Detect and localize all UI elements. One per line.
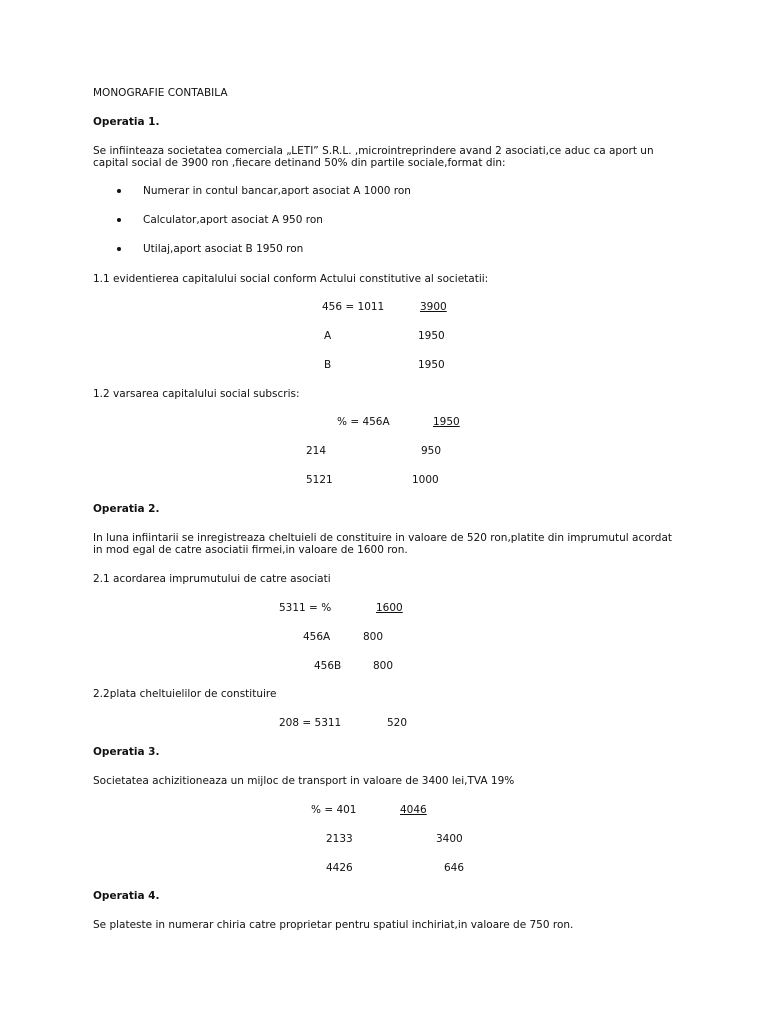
op1-paragraph-line2: capital social de 3900 ron ,fiecare detinand 50% din partile sociale,format din: [93,157,506,169]
op2-s21-title: 2.1 acordarea imprumutului de catre asociati [93,573,331,585]
op3-row-value: 3400 [436,833,463,845]
op3-row-account: 4426 [326,862,353,874]
op2-s21-row-account: 456A [303,631,331,643]
op1-s12-row-value: 950 [421,445,442,457]
op1-s11-entry: 456 = 1011 [322,301,385,313]
op1-s12-row-value: 1000 [412,474,439,486]
bullet-icon [117,218,121,222]
op3-paragraph: Societatea achizitioneaza un mijloc de transport in valoare de 3400 lei,TVA 19% [93,775,515,787]
op2-s21-row-value: 800 [373,660,394,672]
op1-s11-row-value: 1950 [418,330,445,342]
op1-bullet-1: Numerar in contul bancar,aport asociat A 1000 ron [143,185,411,197]
op1-s12-row-account: 5121 [306,474,333,486]
op1-heading: Operatia 1. [93,116,160,128]
op2-s21-entry: 5311 = % [279,602,332,614]
op3-total: 4046 [400,804,427,816]
op2-paragraph-line2: in mod egal de catre asociatii firmei,in valoare de 1600 ron. [93,544,408,556]
op4-paragraph: Se plateste in numerar chiria catre proprietar pentru spatiul inchiriat,in valoare de 750 ron. [93,919,574,931]
op3-entry: % = 401 [311,804,357,816]
op1-s12-row-account: 214 [306,445,327,457]
op3-row-value: 646 [444,862,465,874]
op2-s22-entry: 208 = 5311 [279,717,342,729]
op1-s11-title: 1.1 evidentierea capitalului social conform Actului constitutive al societatii: [93,273,489,285]
op2-s21-total: 1600 [376,602,403,614]
op2-s21-row-account: 456B [314,660,342,672]
op4-heading: Operatia 4. [93,890,160,902]
op3-row-account: 2133 [326,833,353,845]
op1-s11-total: 3900 [420,301,447,313]
bullet-icon [117,247,121,251]
op2-s21-row-value: 800 [363,631,384,643]
op2-s22-title: 2.2plata cheltuielilor de constituire [93,688,277,700]
op3-heading: Operatia 3. [93,746,160,758]
op1-s12-total: 1950 [433,416,460,428]
bullet-icon [117,189,121,193]
op1-s12-title: 1.2 varsarea capitalului social subscris: [93,388,300,400]
op1-s11-row-value: 1950 [418,359,445,371]
op1-s11-row-account: A [324,330,332,342]
op1-s12-entry: % = 456A [337,416,390,428]
op1-paragraph-line1: Se infiinteaza societatea comerciala „LETI” S.R.L. ,microintreprindere avand 2 asociati,ce aduc ca aport un [93,145,654,157]
op1-bullet-2: Calculator,aport asociat A 950 ron [143,214,323,226]
op1-bullet-3: Utilaj,aport asociat B 1950 ron [143,243,304,255]
op2-heading: Operatia 2. [93,503,160,515]
op1-s11-row-account: B [324,359,332,371]
document-title: MONOGRAFIE CONTABILA [93,87,228,99]
op2-s22-total: 520 [387,717,408,729]
op2-paragraph-line1: In luna infiintarii se inregistreaza cheltuieli de constituire in valoare de 520 ron,platite din imprumutul acordat [93,532,672,544]
